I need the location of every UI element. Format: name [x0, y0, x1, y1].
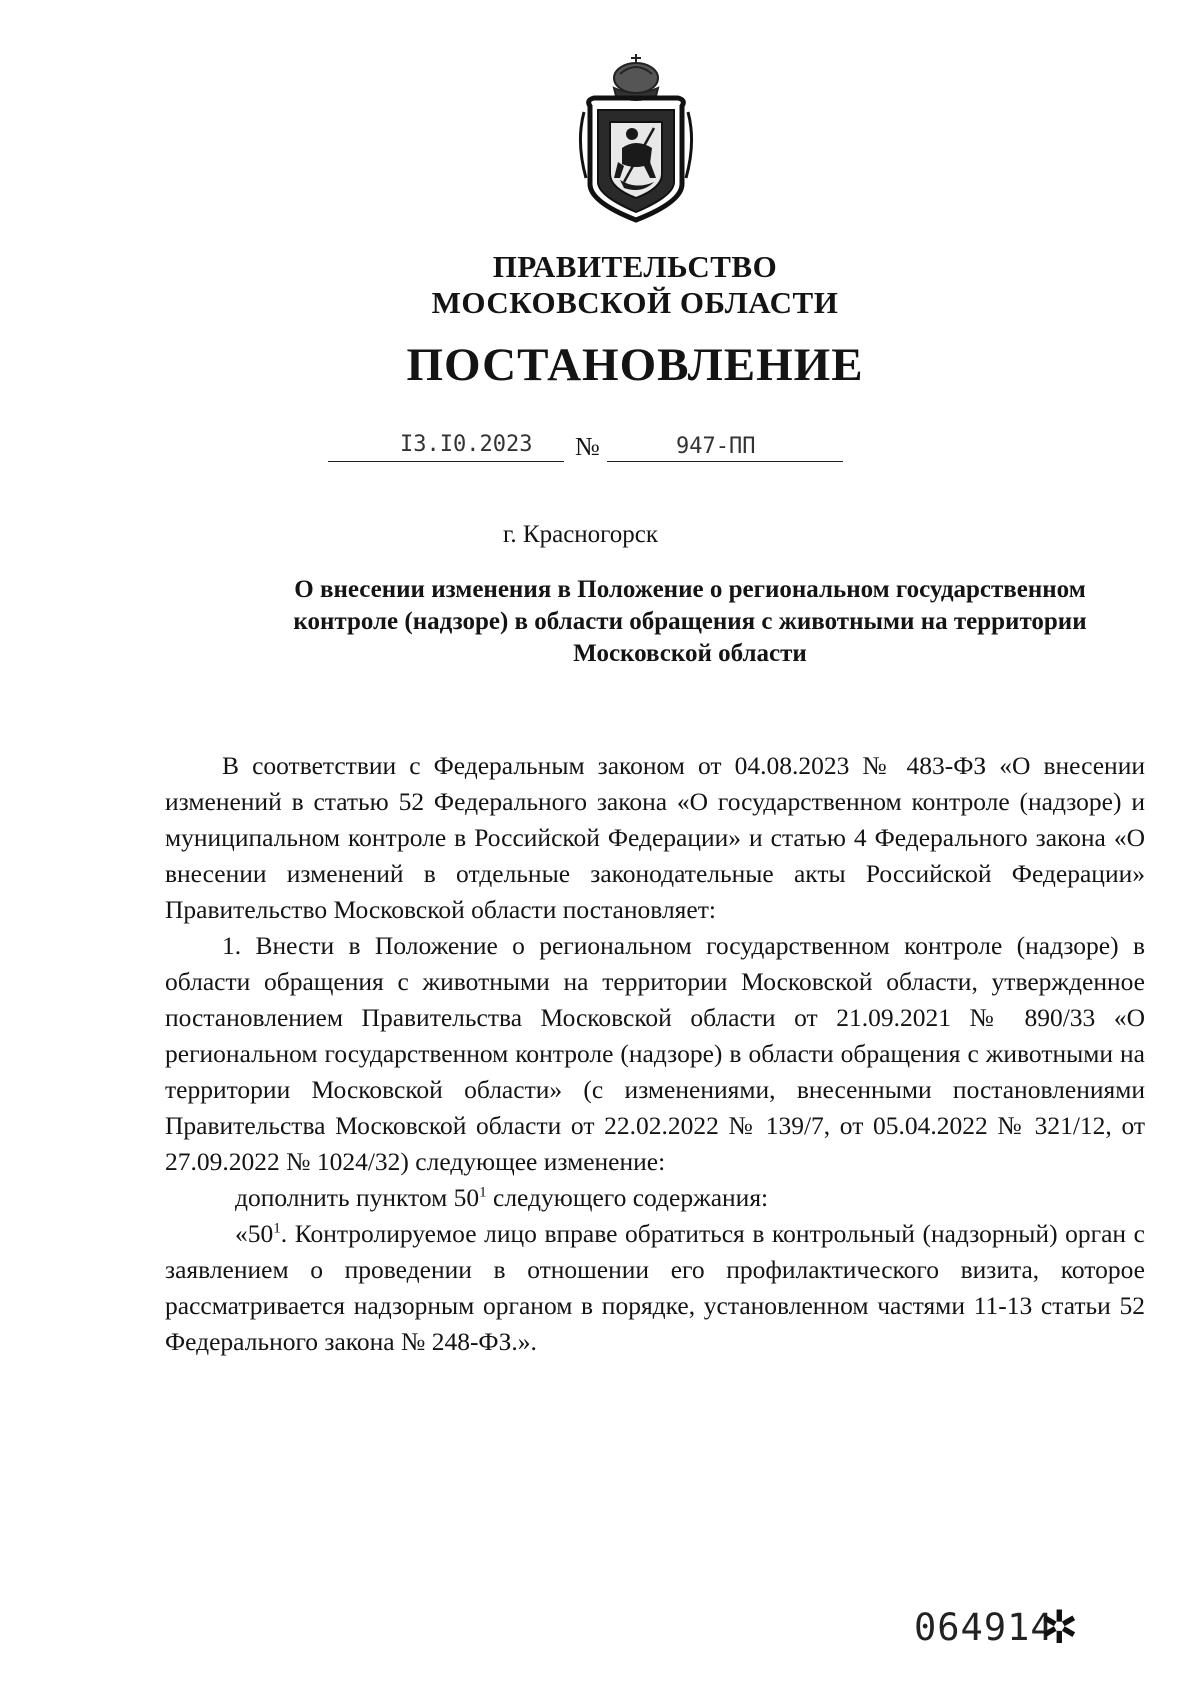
- asterisk-mark-icon: ✲: [1040, 1602, 1079, 1653]
- supplement-text-before: дополнить пунктом 50: [235, 1183, 480, 1212]
- number-underline: [607, 461, 843, 462]
- clause-text: . Контролируемое лицо вправе обратиться в контрольный (надзорный) орган с заявлением о проведении в отношении его профилактического визита, которое рассматривается надзорным органом в порядке, установленном частями 11-13 статьи 52 Федерального закона № 248-ФЗ.».: [165, 1219, 1145, 1356]
- coat-of-arms-emblem: [572, 52, 700, 224]
- document-number: 947-ПП: [676, 434, 756, 459]
- supplement-text-after: следующего содержания:: [486, 1183, 769, 1212]
- clause-superscript: 1: [273, 1220, 281, 1237]
- subject-line2: контроле (надзоре) в области обращения с животными на территории: [293, 608, 1087, 635]
- document-type-title: ПОСТАНОВЛЕНИЕ: [406, 339, 864, 391]
- preamble-paragraph: В соответствии с Федеральным законом от 04.08.2023 № 483-ФЗ «О внесении изменений в статью 52 Федерального закона «О государственном контроле (надзоре) и муниципальном контроле в Российской Федерации» и статью 4 Федерального закона «О внесении изменений в отдельные законодательные акты Российской Федерации» Правительство Московской области постановляет:: [165, 751, 1145, 924]
- document-body: [165, 748, 1145, 1360]
- government-title-line1: ПРАВИТЕЛЬСТВО: [492, 249, 778, 284]
- item-1-paragraph: 1. Внести в Положение о региональном государственном контроле (надзоре) в области обращения с животными на территории Московской области, утвержденное постановлением Правительства Московской области от 21.09.2021 № 890/33 «О региональном государственном контроле (надзоре) в области обращения с животными на территории Московской области» (с изменениями, внесенными постановлениями Правительства Московской области от 22.02.2022 № 139/7, от 05.04.2022 № 321/12, от 27.09.2022 № 1024/32) следующее изменение:: [165, 931, 1145, 1176]
- serial-number-stamp: 064914: [914, 1606, 1054, 1649]
- date-underline: [328, 461, 564, 462]
- supplement-superscript: 1: [479, 1184, 487, 1201]
- clause-50-1-paragraph: [165, 1216, 1145, 1360]
- document-date: I3.I0.2023: [400, 432, 533, 457]
- document-subject: [190, 574, 1190, 670]
- government-title-line2: МОСКОВСКОЙ ОБЛАСТИ: [431, 285, 839, 320]
- subject-line3: Московской области: [573, 640, 807, 667]
- city-name: г. Красногорск: [503, 521, 659, 548]
- number-sign: №: [575, 432, 600, 461]
- crown-icon: [614, 54, 658, 100]
- supplement-paragraph: [165, 1180, 1145, 1216]
- subject-line1: О внесении изменения в Положение о региональном государственном: [294, 576, 1086, 603]
- clause-number: «50: [235, 1219, 274, 1248]
